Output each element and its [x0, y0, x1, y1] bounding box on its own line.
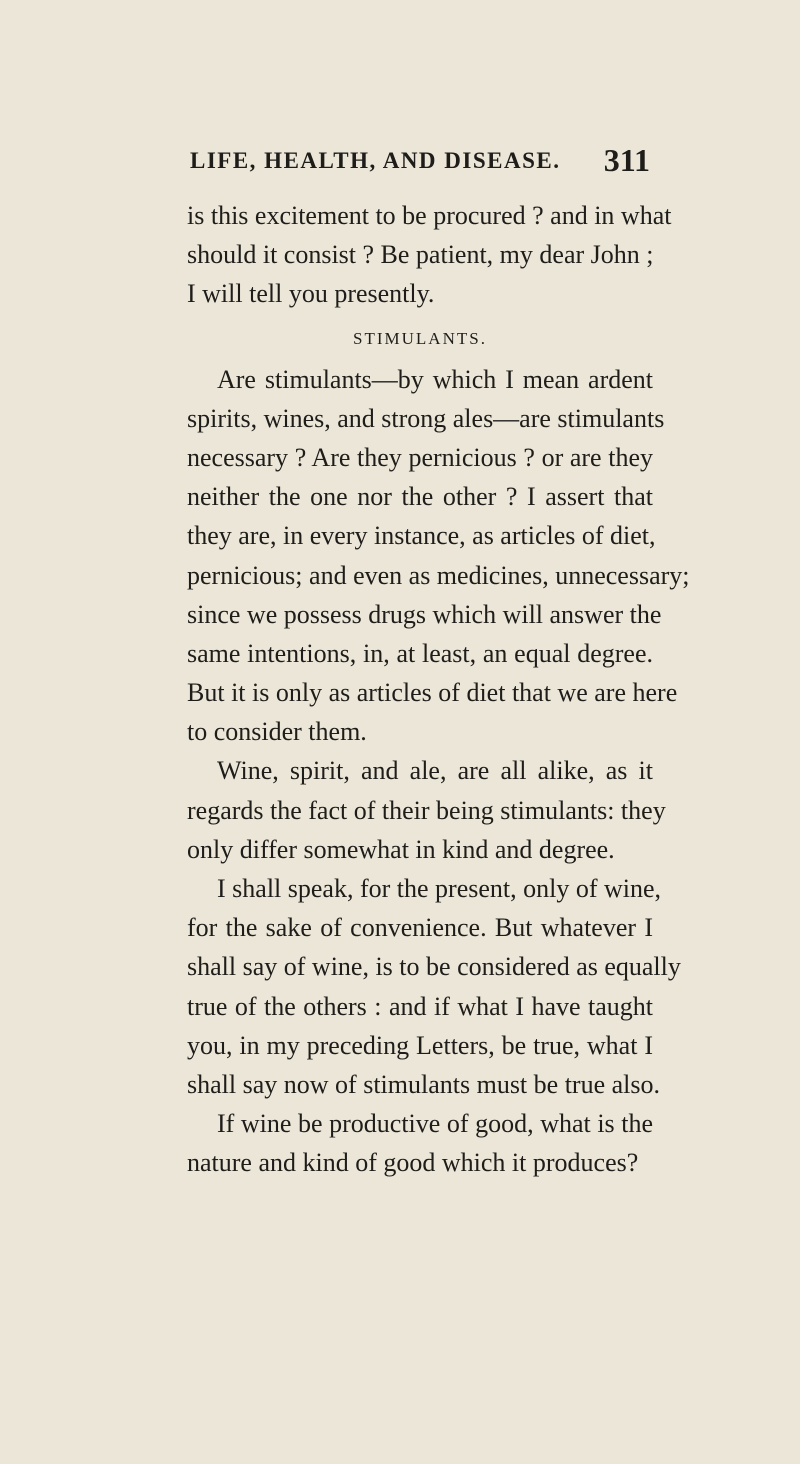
paragraph-3	[187, 751, 666, 869]
paragraph-2	[187, 360, 690, 752]
text-line: necessary ? Are they pernicious ? or are they	[187, 442, 653, 472]
page-number: 311	[603, 142, 650, 178]
text-line: to consider them.	[187, 717, 367, 747]
text-line: neither the one nor the other ? I assert that	[187, 482, 653, 512]
text-line: Are stimulants—by which I mean ardent	[217, 364, 653, 394]
text-line: is this excitement to be procured ? and in what	[187, 201, 672, 230]
text-line: should it consist ? Be patient, my dear John ;	[187, 240, 654, 270]
paragraph-1	[187, 196, 672, 314]
text-line: they are, in every instance, as articles of diet,	[187, 521, 656, 551]
text-line: nature and kind of good which it produces?	[187, 1148, 639, 1178]
text-line: But it is only as articles of diet that we are here	[187, 678, 678, 708]
text-line: spirits, wines, and strong ales—are stimulants	[187, 403, 665, 433]
text-line: I shall speak, for the present, only of wine,	[217, 874, 662, 903]
text-line: you, in my preceding Letters, be true, what I	[187, 1030, 653, 1060]
text-line: pernicious; and even as medicines, unnecessary;	[187, 560, 690, 590]
paragraph-4	[187, 869, 681, 1104]
running-head	[190, 142, 650, 182]
text-line: true of the others : and if what I have taught	[187, 991, 653, 1021]
text-line: shall say now of stimulants must be true also.	[187, 1069, 661, 1099]
text-line: only differ somewhat in kind and degree.	[187, 834, 615, 864]
text-line: If wine be productive of good, what is the	[217, 1109, 653, 1139]
text-line: regards the fact of their being stimulants: they	[187, 795, 666, 825]
text-line: Wine, spirit, and ale, are all alike, as it	[217, 756, 653, 786]
body-text	[187, 196, 690, 1183]
text-line: since we possess drugs which will answer the	[187, 599, 662, 629]
paragraph-5	[187, 1104, 653, 1182]
section-heading: STIMULANTS.	[353, 328, 487, 348]
text-line: for the sake of convenience. But whatever I	[187, 913, 653, 943]
text-line: I will tell you presently.	[187, 279, 435, 309]
text-line: same intentions, in, at least, an equal degree.	[187, 638, 653, 668]
text-line: shall say of wine, is to be considered as equally	[187, 952, 681, 982]
running-head-title: LIFE, HEALTH, AND DISEASE.	[190, 148, 561, 173]
